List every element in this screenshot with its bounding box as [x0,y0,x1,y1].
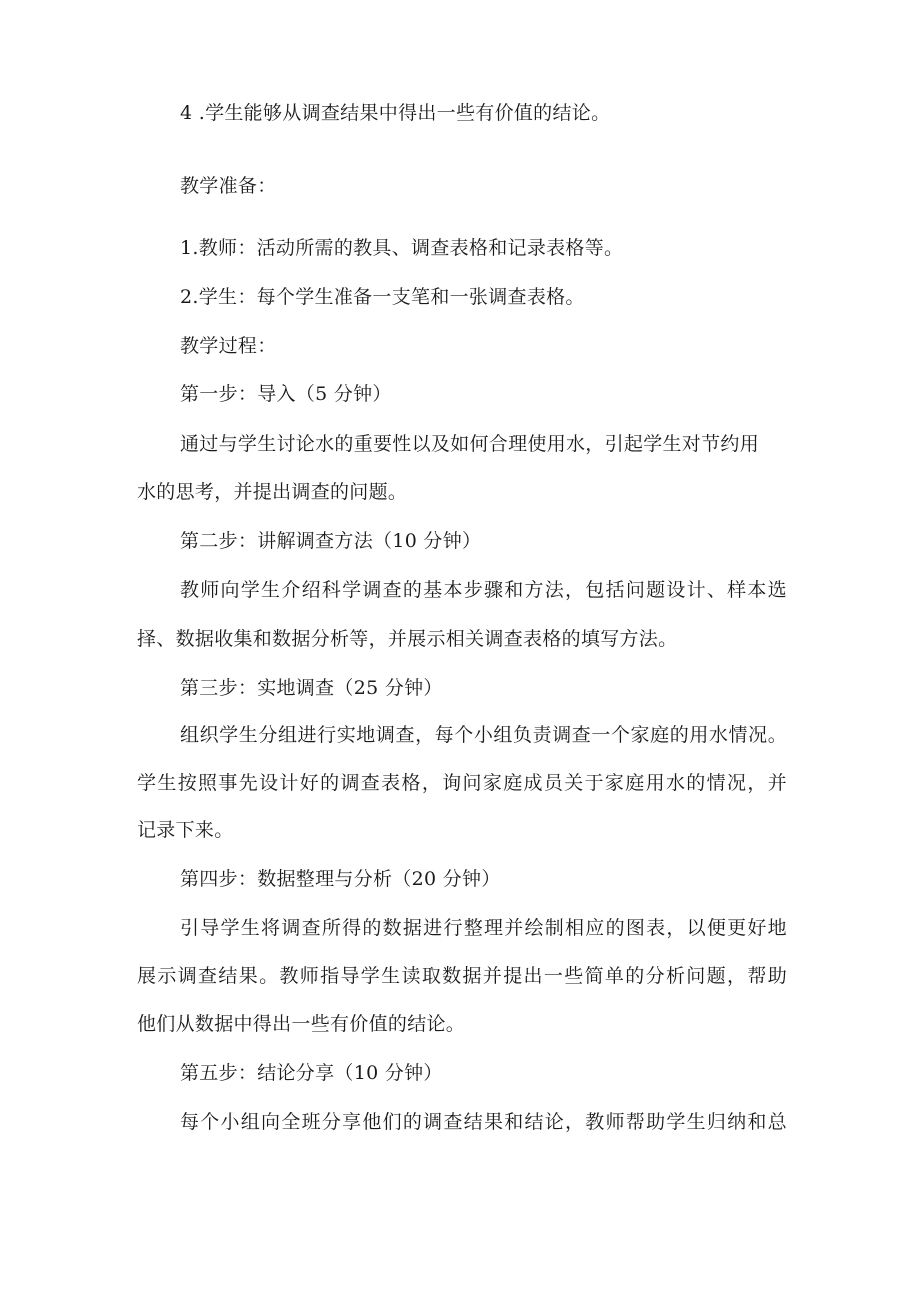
process-heading: 教学过程： [180,335,277,357]
step4-title: 第四步：数据整理与分析（20 分钟） [180,868,501,890]
step1-line1: 通过与学生讨论水的重要性以及如何合理使用水，引起学生对节约用 [180,433,760,455]
step3-line2: 学生按照事先设计好的调查表格，询问家庭成员关于家庭用水的情况，并 [137,772,787,794]
preparation-heading: 教学准备： [180,175,277,197]
step2-line1: 教师向学生介绍科学调查的基本步骤和方法，包括问题设计、样本选 [180,579,787,601]
step4-line3: 他们从数据中得出一些有价值的结论。 [137,1013,466,1035]
prep-teacher: 1.教师：活动所需的教具、调查表格和记录表格等。 [180,237,624,259]
step2-line2: 择、数据收集和数据分析等，并展示相关调查表格的填写方法。 [137,628,678,650]
objective-4: 4 .学生能够从调查结果中得出一些有价值的结论。 [180,102,611,124]
step3-line3: 记录下来。 [137,819,234,841]
step1-line2: 水的思考，并提出调查的问题。 [137,481,408,503]
step5-title: 第五步：结论分享（10 分钟） [180,1062,443,1084]
step1-title: 第一步：导入（5 分钟） [180,383,392,405]
step3-line1: 组织学生分组进行实地调查，每个小组负责调查一个家庭的用水情况。 [180,724,787,746]
step4-line1: 引导学生将调查所得的数据进行整理并绘制相应的图表，以便更好地 [180,917,787,939]
step3-title: 第三步：实地调查（25 分钟） [180,677,443,699]
step4-line2: 展示调查结果。教师指导学生读取数据并提出一些简单的分析问题，帮助 [137,965,787,987]
step5-line1: 每个小组向全班分享他们的调查结果和结论，教师帮助学生归纳和总 [180,1111,787,1133]
step2-title: 第二步：讲解调查方法（10 分钟） [180,530,482,552]
prep-student: 2.学生：每个学生准备一支笔和一张调查表格。 [180,286,585,308]
